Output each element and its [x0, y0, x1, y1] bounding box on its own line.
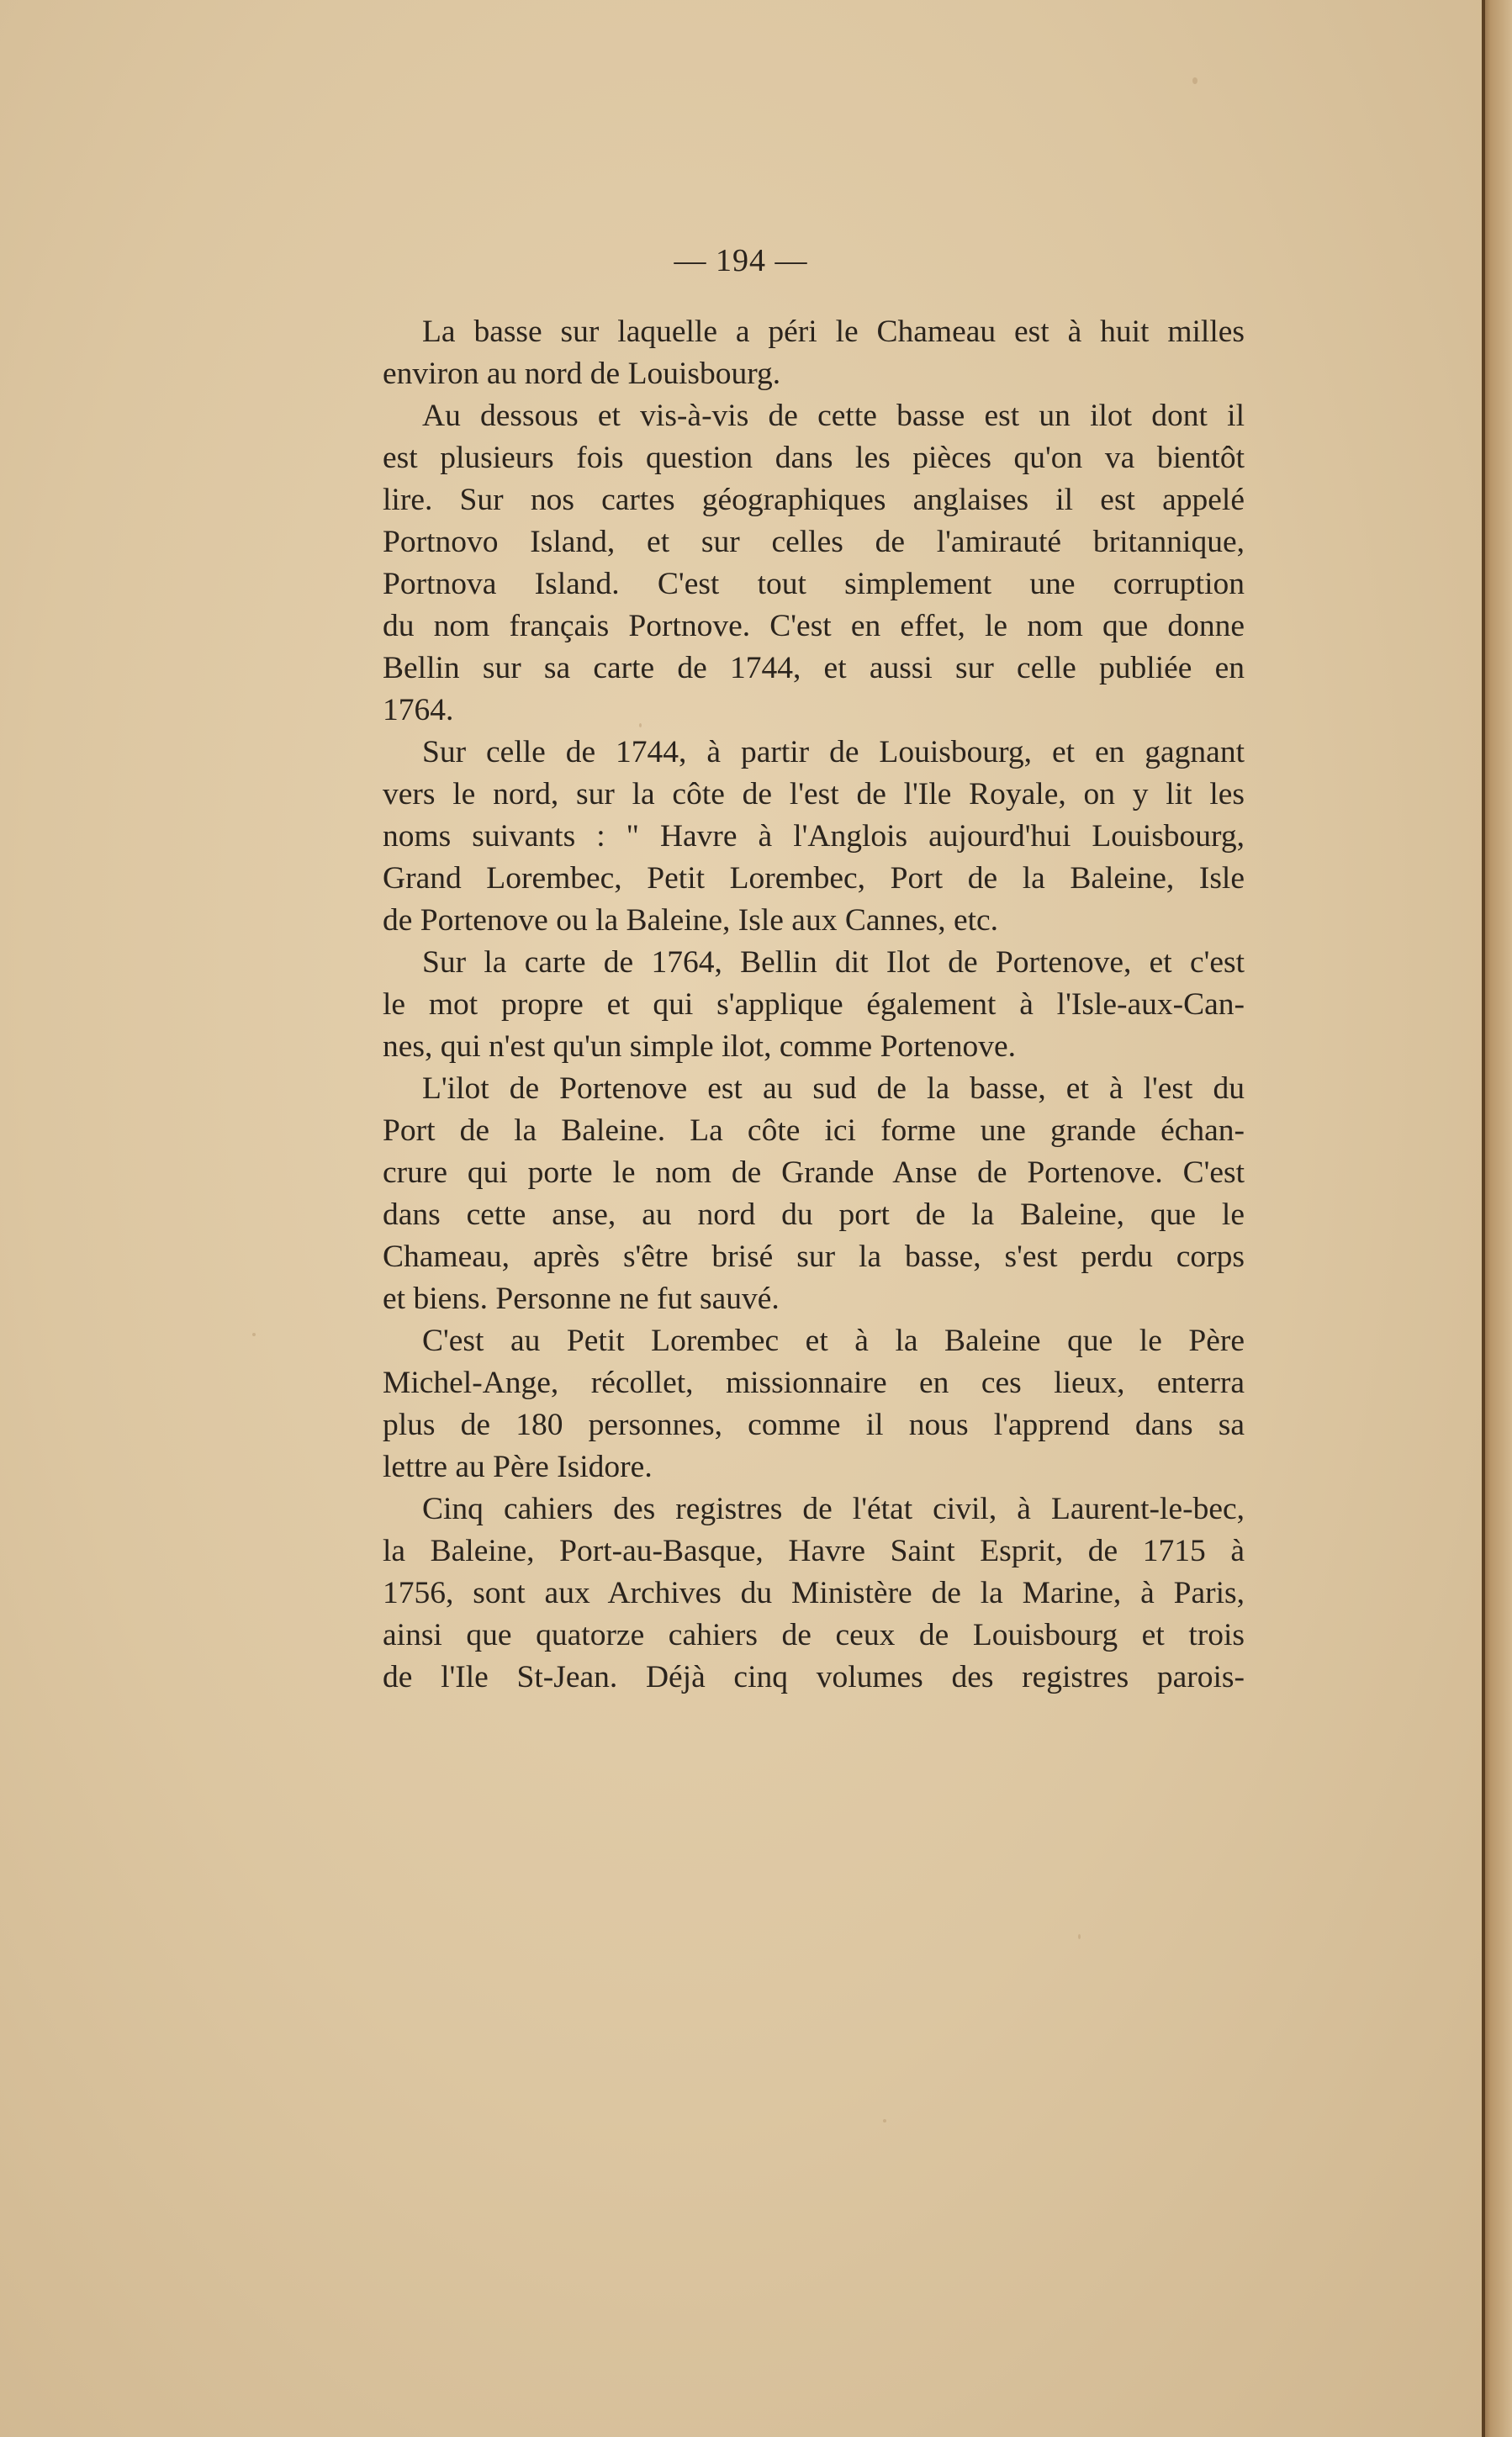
text-line: La basse sur laquelle a péri le Chameau est à huit milles — [422, 315, 1245, 349]
text-line: Au dessous et vis-à-vis de cette basse est un ilot dont il — [422, 399, 1245, 433]
text-line: Portnovo Island, et sur celles de l'amirauté britannique, — [383, 525, 1245, 559]
text-line: de l'Ile St-Jean. Déjà cinq volumes des registres parois- — [383, 1660, 1245, 1694]
text-line: Grand Lorembec, Petit Lorembec, Port de la Baleine, Isle — [383, 861, 1245, 896]
paper-stain — [883, 2119, 886, 2122]
paragraph — [343, 1488, 1245, 1699]
paper-stain — [252, 1333, 256, 1336]
text-line: Chameau, après s'être brisé sur la basse, s'est perdu corps — [383, 1240, 1245, 1274]
paragraph — [343, 1068, 1245, 1320]
text-line: ainsi que quatorze cahiers de ceux de Louisbourg et trois — [383, 1618, 1245, 1652]
text-line: dans cette anse, au nord du port de la Baleine, que le — [383, 1197, 1245, 1232]
paragraph — [343, 942, 1245, 1068]
paragraph — [343, 395, 1245, 732]
text-line: Bellin sur sa carte de 1744, et aussi sur celle publiée en — [383, 651, 1245, 685]
text-line: le mot propre et qui s'applique également à l'Isle-aux-Can- — [383, 987, 1245, 1022]
text-line: lettre au Père Isidore. — [383, 1450, 653, 1484]
page-number: — 194 — — [674, 243, 808, 278]
text-line: de Portenove ou la Baleine, Isle aux Cannes, etc. — [383, 903, 999, 938]
text-line: Sur celle de 1744, à partir de Louisbourg, et en gagnant — [422, 735, 1245, 769]
paragraph — [343, 732, 1245, 942]
page-edge — [1482, 0, 1512, 2437]
text-line: est plusieurs fois question dans les pièces qu'on va bientôt — [383, 441, 1245, 475]
text-line: environ au nord de Louisbourg. — [383, 357, 781, 391]
text-line: du nom français Portnove. C'est en effet, le nom que donne — [383, 609, 1245, 643]
text-line: Port de la Baleine. La côte ici forme une grande échan- — [383, 1113, 1245, 1148]
text-line: la Baleine, Port-au-Basque, Havre Saint Esprit, de 1715 à — [383, 1534, 1245, 1568]
body-text — [343, 311, 1245, 1699]
paper-stain — [1192, 77, 1197, 84]
text-line: crure qui porte le nom de Grande Anse de Portenove. C'est — [383, 1155, 1245, 1190]
text-line: Michel-Ange, récollet, missionnaire en ces lieux, enterra — [383, 1366, 1245, 1400]
paragraph — [343, 311, 1245, 395]
text-line: lire. Sur nos cartes géographiques anglaises il est appelé — [383, 483, 1245, 517]
text-line: C'est au Petit Lorembec et à la Baleine que le Père — [422, 1324, 1245, 1358]
paper-stain — [1078, 1934, 1081, 1939]
text-line: Cinq cahiers des registres de l'état civil, à Laurent-le-bec, — [422, 1492, 1245, 1526]
text-line: Sur la carte de 1764, Bellin dit Ilot de Portenove, et c'est — [422, 945, 1245, 980]
text-line: 1764. — [383, 693, 454, 727]
text-line: et biens. Personne ne fut sauvé. — [383, 1282, 780, 1316]
text-line: Portnova Island. C'est tout simplement une corruption — [383, 567, 1245, 601]
paragraph — [343, 1320, 1245, 1488]
text-line: plus de 180 personnes, comme il nous l'apprend dans sa — [383, 1408, 1245, 1442]
text-line: L'ilot de Portenove est au sud de la basse, et à l'est du — [422, 1071, 1245, 1106]
text-line: nes, qui n'est qu'un simple ilot, comme Portenove. — [383, 1029, 1017, 1064]
text-line: vers le nord, sur la côte de l'est de l'Ile Royale, on y lit les — [383, 777, 1245, 811]
text-line: 1756, sont aux Archives du Ministère de la Marine, à Paris, — [383, 1576, 1245, 1610]
text-line: noms suivants : " Havre à l'Anglois aujourd'hui Louisbourg, — [383, 819, 1245, 854]
